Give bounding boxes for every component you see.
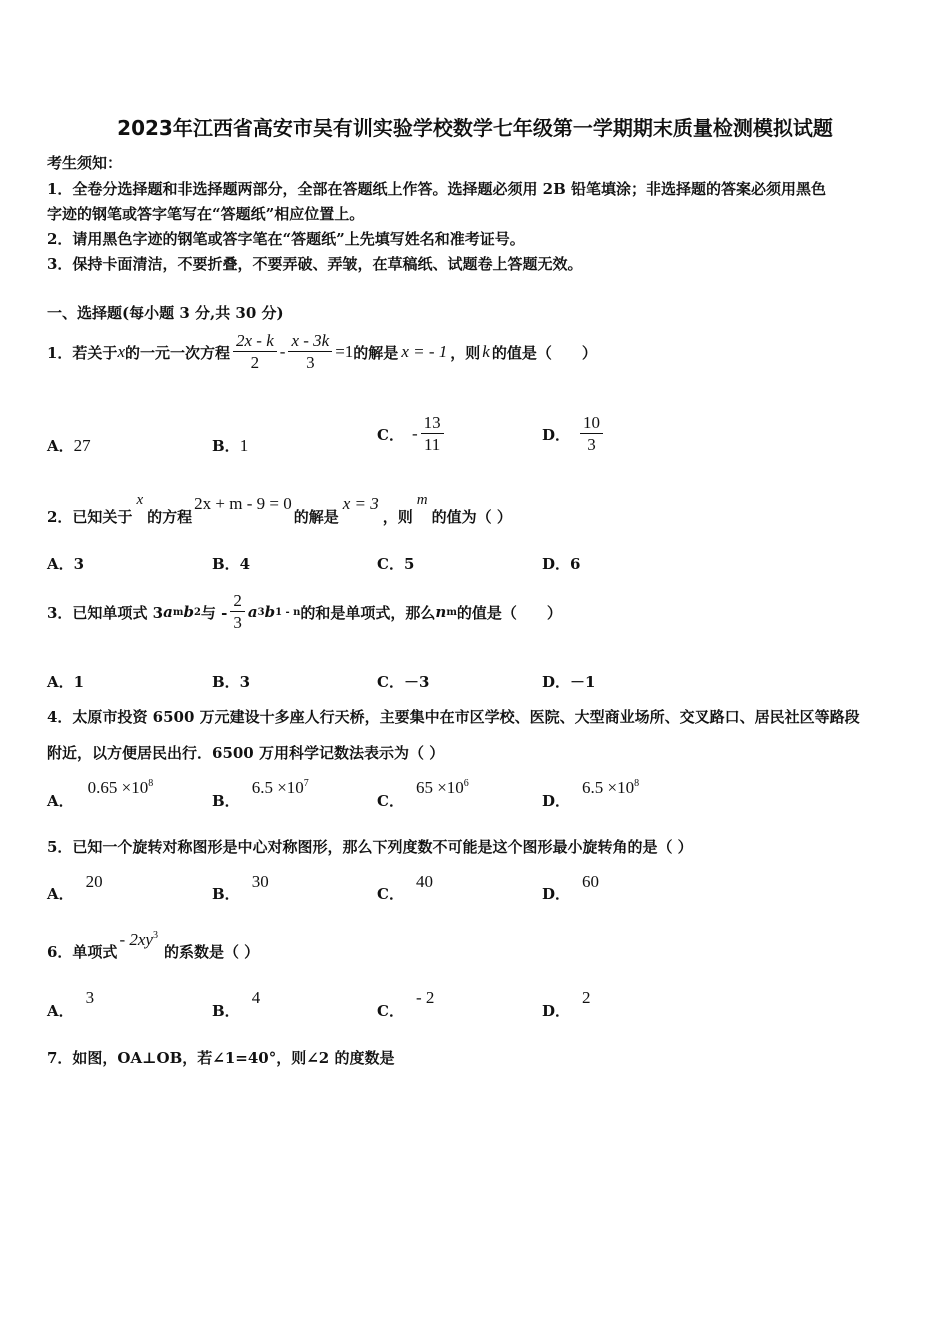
q4-option-b-base: 6.5 ×10 [251,778,304,797]
q6-option-c-value: - 2 [415,988,435,1007]
q1-option-a[interactable] [47,435,91,456]
q1-fraction-1-num: 2x - k [233,331,277,352]
q1-option-c-num: 13 [421,413,444,434]
q6-option-c-label: C． [377,1002,404,1020]
q5-option-a-label: A． [47,885,74,903]
q2-option-d[interactable]: D．6 [542,555,581,573]
q3-text-3: 的和是单项式，那么 [300,603,436,622]
q1-option-b-value: 1 [239,436,249,455]
question-6 [47,930,259,962]
q1-option-a-value: 27 [73,436,91,455]
q6-option-a-value: 3 [85,988,95,1007]
q3-term-a: a [163,603,173,621]
q4-option-b-label: B． [212,792,240,810]
q2-option-a[interactable]: A．3 [47,555,85,573]
q1-var-x: x [117,342,125,361]
q1-fraction-2 [288,331,332,374]
q6-option-d-label: D． [542,1002,571,1020]
q6-text-2: 的系数是（ ） [163,943,260,961]
q6-option-b-label: B． [212,1002,240,1020]
q2-text-4: ，则 [382,508,413,526]
q5-option-d-value: 60 [582,872,600,891]
notice-item-3: 3．保持卡面清洁，不要折叠，不要弄破、弄皱，在草稿纸、试题卷上答题无效。 [47,255,583,273]
q5-option-b-value: 30 [251,872,269,891]
q3-option-a[interactable]: A．1 [47,673,85,691]
q3-term-n: n [435,603,447,621]
q3-fraction-num: 2 [230,591,245,612]
q5-option-a[interactable] [47,872,103,904]
q4-option-a-exp: 8 [148,778,154,789]
q1-option-a-label: A． [47,437,74,455]
q2-option-b[interactable]: B．4 [212,555,251,573]
section-heading: 一、选择题(每小题 3 分,共 30 分) [47,304,284,322]
q5-option-a-value: 20 [85,872,103,891]
q5-text: 5．已知一个旋转对称图形是中心对称图形，那么下列度数不可能是这个图形最小旋转角的是（ ） [47,838,693,856]
q3-term-b2-exp: 1 - n [275,606,301,618]
page-title: 2023年江西省高安市吴有训实验学校数学七年级第一学期期末质量检测模拟试题 [117,116,833,140]
q4-option-d-exp: 8 [634,778,640,789]
q4-option-a-label: A． [47,792,74,810]
q3-term-n-exp: m [446,606,457,618]
notice-item-2: 2．请用黑色字迹的钢笔或答字笔在“答题纸”上先填写姓名和准考证号。 [47,230,525,248]
notice-item-1-line-1: 1．全卷分选择题和非选择题两部分，全部在答题纸上作答。选择题必须用 2B 铅笔填涂；非选择题的答案必须用黑色 [47,180,827,198]
q6-option-c[interactable] [377,988,434,1021]
q4-option-c-label: C． [377,792,404,810]
q1-text-3: 的解是 [353,343,399,362]
q1-minus: - [279,342,286,361]
q1-fraction-2-num: x - 3k [288,331,332,352]
q6-option-b-value: 4 [251,988,261,1007]
q4-option-c-exp: 6 [463,778,469,789]
q1-fraction-1-den: 2 [250,352,260,372]
q5-option-c-value: 40 [415,872,433,891]
q5-option-d[interactable] [542,872,599,904]
q4-option-d-base: 6.5 ×10 [582,778,635,797]
q1-option-d-fraction [580,413,603,456]
q2-text-3: 的解是 [293,508,339,526]
q3-fraction [230,591,245,634]
q5-option-b-label: B． [212,885,240,903]
q3-text-2: 与 - [200,603,228,622]
notice-heading: 考生须知： [47,154,123,172]
q1-option-d-den: 3 [587,434,596,454]
q2-option-c[interactable]: C．5 [377,555,415,573]
q1-option-d-label: D． [542,425,571,444]
q1-option-c-fraction [421,413,444,456]
q4-option-c[interactable] [377,778,469,811]
q5-option-b[interactable] [212,872,269,904]
q2-text-1: 2．已知关于 [47,508,133,526]
q1-option-b-label: B． [212,437,240,455]
q3-option-b[interactable]: B．3 [212,673,251,691]
q4-option-c-base: 65 ×10 [415,778,464,797]
q1-solution: x = - 1 [401,342,448,361]
q2-var-m: m [416,492,428,508]
q5-option-d-label: D． [542,885,571,903]
q1-option-d[interactable] [542,410,606,458]
q1-fraction-1 [233,331,277,374]
q4-option-a[interactable] [47,778,153,811]
q6-expression-exp: 3 [152,930,158,941]
q1-option-c-label: C． [377,425,404,444]
q6-text-1: 6．单项式 [47,943,118,961]
q3-fraction-den: 3 [233,612,242,632]
q1-text-5: 的值是（ ） [491,343,597,362]
q4-option-a-base: 0.65 ×10 [87,778,149,797]
q4-option-d[interactable] [542,778,639,811]
q1-option-d-num: 10 [580,413,603,434]
q2-solution: x = 3 [342,494,379,513]
q6-option-a-label: A． [47,1002,74,1020]
q1-var-k: k [482,342,490,361]
q6-option-d[interactable] [542,988,591,1021]
q1-text-2: 的一元一次方程 [124,343,230,362]
q2-text-5: 的值为（ ） [431,508,512,526]
q4-line-2: 附近，以方便居民出行．6500 万用科学记数法表示为（ ） [47,744,445,762]
q3-option-c[interactable]: C．－3 [377,673,430,691]
q6-option-a[interactable] [47,988,94,1021]
q4-option-b-exp: 7 [303,778,309,789]
q2-text-2: 的方程 [147,508,193,526]
q3-text-4: 的值是（ ） [456,603,562,622]
q3-option-d[interactable]: D．－1 [542,673,596,691]
q3-term-a2: a [247,603,258,621]
q5-option-c-label: C． [377,885,404,903]
q3-term-a2-exp: 3 [257,606,265,618]
q1-fraction-2-den: 3 [306,352,315,372]
q1-option-c-sign: - [411,424,418,443]
q5-option-c[interactable] [377,872,433,904]
q1-equals: =1 [335,342,354,361]
q2-var-x: x [136,492,144,508]
q4-option-b[interactable] [212,778,309,811]
q6-option-d-value: 2 [582,988,591,1007]
q6-option-b[interactable] [212,988,260,1021]
q1-text-1: 1．若关于 [47,343,118,362]
q3-term-b: b [183,603,194,621]
question-1 [47,328,597,376]
q1-option-c-den: 11 [423,434,441,454]
q2-equation: 2x + m - 9 = 0 [194,494,292,513]
q3-term-b-exp: 2 [193,606,201,618]
q1-option-b[interactable] [212,435,248,456]
q3-term-b2: b [264,603,276,621]
q4-line-1: 4．太原市投资 6500 万元建设十多座人行天桥，主要集中在市区学校、医院、大型商业场所、交叉路口、居民社区等路段 [47,708,860,726]
q3-text-1: 3．已知单项式 3 [47,603,164,622]
question-3 [47,588,562,636]
q1-text-4: ，则 [450,343,481,362]
q3-term-a-exp: m [172,606,184,618]
q4-option-d-label: D． [542,792,571,810]
notice-item-1-line-2: 字迹的钢笔或答字笔写在“答题纸”相应位置上。 [47,205,365,223]
q1-option-c[interactable] [377,410,447,458]
q7-text: 7．如图，OA⊥OB，若∠1=40°，则∠2 的度数是 [47,1049,395,1067]
question-2 [47,494,512,524]
q6-expression: - 2xy [119,930,153,949]
